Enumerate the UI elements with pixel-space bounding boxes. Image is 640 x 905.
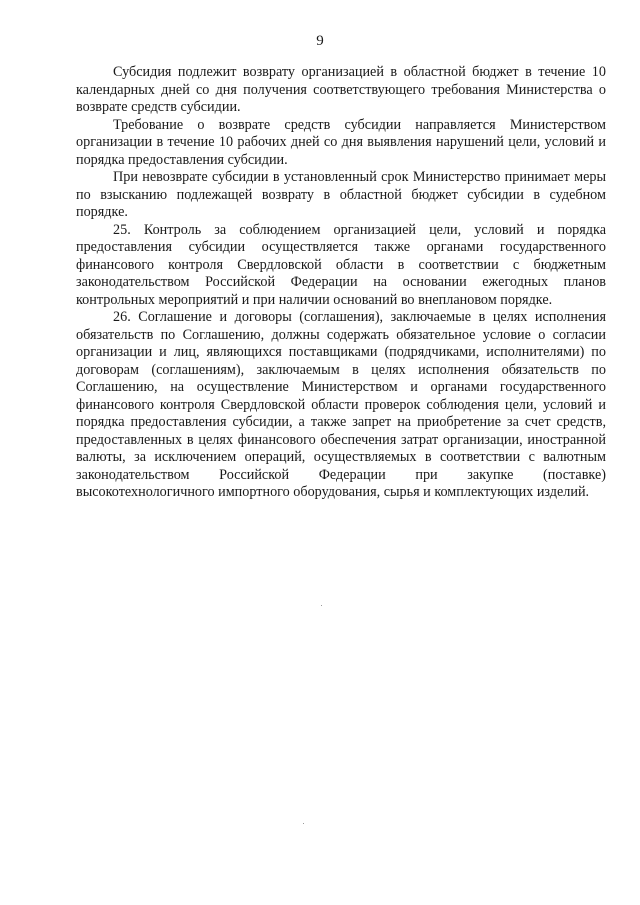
paragraph-return-requirement: Требование о возврате средств субсидии направляется Министерством организации в течение 10 рабочих дней со дня выявления нарушений цели, условий и порядка предоставления субсидии. <box>76 116 606 168</box>
document-body <box>76 64 606 502</box>
page-number: 9 <box>316 33 324 49</box>
paragraph-item-25-control: 25. Контроль за соблюдением организацией цели, условий и порядка предоставления субсидии осуществляется также органами государственного финансового контроля Свердловской области в соответствии с бюджетным законодательством Российской Федерации на основании ежегодных планов контрольных мероприятий и при наличии оснований во внеплановом порядке. <box>76 221 606 308</box>
scan-speck <box>321 605 322 606</box>
scan-speck <box>303 823 304 824</box>
paragraph-subsidy-return: Субсидия подлежит возврату организацией в областной бюджет в течение 10 календарных дней со дня получения соответствующего требования Министерства о возврате средств субсидии. <box>76 64 606 115</box>
paragraph-item-26-agreements: 26. Соглашение и договоры (соглашения), заключаемые в целях исполнения обязательств по Соглашению, должны содержать обязательное условие о согласии организации и лиц, являющихся поставщиками (подрядчиками, исполнителями) по договорам (соглашениям), заключаемым в целях исполнения обязательств по Соглашению, на осуществление Министерством и органами государственного финансового контроля Свердловской области проверок соблюдения цели, условий и порядка предоставления субсидии, а также запрет на приобретение за счет средств, предоставленных в целях финансового обеспечения затрат организации, иностранной валюты, за исключением операций, осуществляемых в соответствии с валютным законодательством Российской Федерации при закупке (поставке) высокотехнологичного импортного оборудования, сырья и комплектующих изделий. <box>76 309 606 500</box>
paragraph-non-return-recovery: При невозврате субсидии в установленный срок Министерство принимает меры по взысканию подлежащей возврату в областной бюджет субсидии в судебном порядке. <box>76 169 606 220</box>
